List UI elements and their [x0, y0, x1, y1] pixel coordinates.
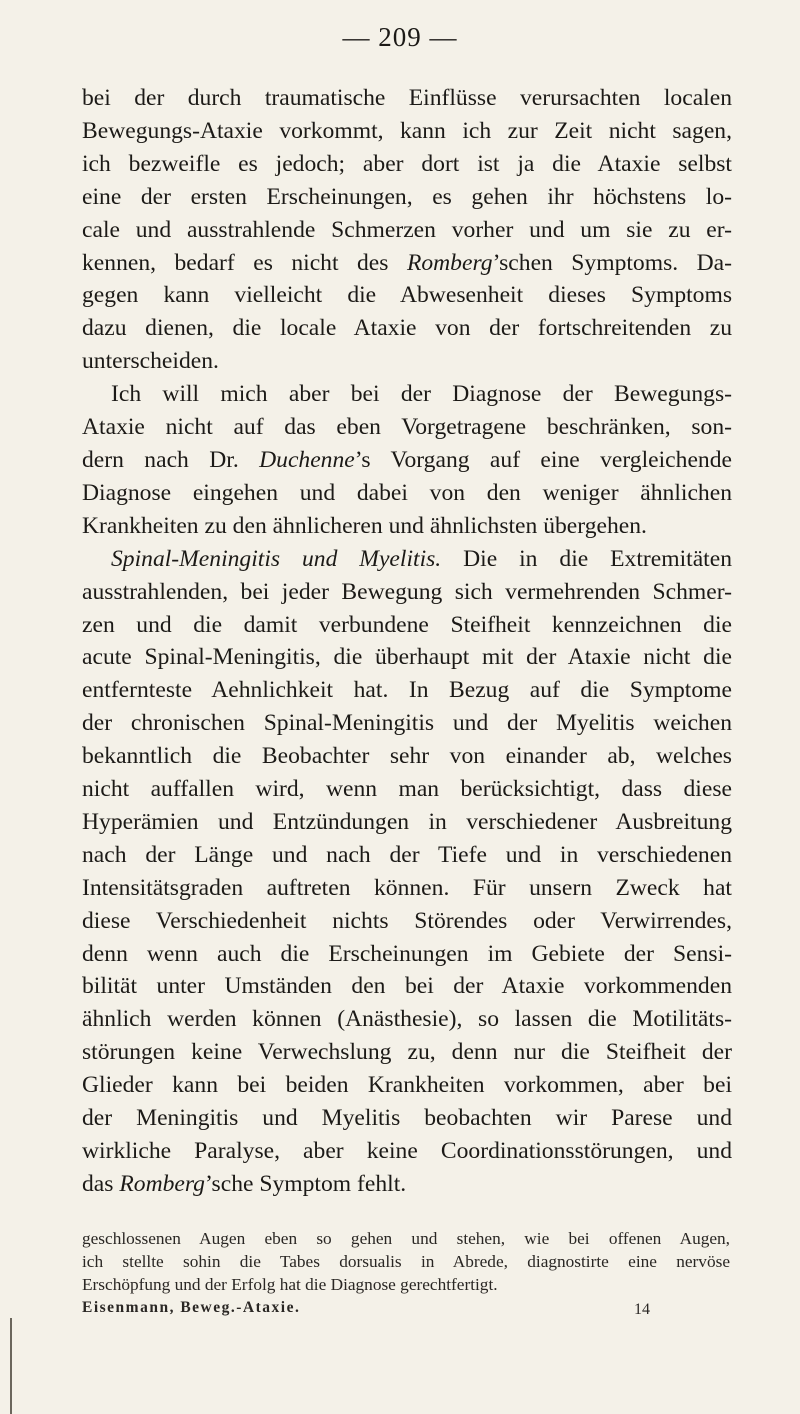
text-line: [82, 247, 732, 280]
text-line: der Meningitis und Myelitis beobachten wir Parese und: [82, 1105, 732, 1132]
text-line: Erschöpfung und der Erfolg hat die Diagnose gerechtfertigt.: [82, 1275, 498, 1294]
text-line: geschlossenen Augen eben so gehen und stehen, wie bei offenen Augen,: [82, 1229, 730, 1248]
text-line: bekanntlich die Beobachter sehr von einander ab, welches: [82, 743, 732, 770]
text-line: gegen kann vielleicht die Abwesenheit dieses Symptoms: [82, 282, 732, 309]
text-line: [82, 1168, 732, 1201]
text-line: [82, 543, 732, 576]
page-number: — 209 —: [342, 22, 458, 52]
main-text: [82, 82, 732, 1201]
text-line: Krankheiten zu den ähnlicheren und ähnlichsten übergehen.: [82, 512, 647, 539]
text-line: dazu dienen, die locale Ataxie von der fortschreitenden zu: [82, 315, 732, 342]
italic-name: Spinal-Meningitis und Myelitis.: [111, 545, 442, 572]
printer-signature: Eisenmann, Beweg.-Ataxie.: [82, 1299, 301, 1316]
text-line: Ataxie nicht auf das eben Vorgetragene beschränken, son-: [82, 414, 732, 441]
text-segment: kennen, bedarf es nicht des: [82, 249, 407, 276]
text-line: Diagnose eingehen und dabei von den weniger ähnlichen: [82, 479, 732, 506]
text-segment: das: [82, 1170, 120, 1197]
text-line: bei der durch traumatische Einflüsse verursachten localen: [82, 85, 732, 111]
signature-number: 14: [634, 1301, 650, 1318]
text-line: diese Verschiedenheit nichts Störendes oder Verwirrendes,: [82, 907, 732, 934]
text-line: der chronischen Spinal-Meningitis und der Myelitis weichen: [82, 710, 732, 737]
italic-name: Romberg: [119, 1170, 205, 1197]
text-line: Bewegungs-Ataxie vorkommt, kann ich zur Zeit nicht sagen,: [82, 117, 732, 144]
text-line: ich stellte sohin die Tabes dorsualis in Abrede, diagnostirte eine nervöse: [82, 1252, 730, 1271]
text-line: Glieder kann bei beiden Krankheiten vorkommen, aber bei: [82, 1072, 732, 1099]
text-line: Intensitätsgraden auftreten können. Für unsern Zweck hat: [82, 874, 732, 901]
text-line: bilität unter Umständen den bei der Ataxie vorkommenden: [82, 973, 732, 1000]
text-line: [82, 444, 732, 477]
text-segment: ’s Vorgang auf eine vergleichende: [354, 446, 732, 473]
text-segment: dern nach Dr.: [82, 446, 260, 473]
text-line: eine der ersten Erscheinungen, es gehen ihr höchstens lo-: [82, 183, 732, 210]
text-line: ausstrahlenden, bei jeder Bewegung sich vermehrenden Schmer-: [82, 578, 732, 605]
italic-name: Romberg: [406, 249, 493, 276]
text-segment: Die in die Extremitäten: [441, 545, 732, 572]
text-line: nach der Länge und nach der Tiefe und in verschiedenen: [82, 841, 732, 868]
footnote: [82, 1227, 730, 1319]
text-line: nicht auffallen wird, wenn man berücksichtigt, dass diese: [82, 776, 732, 803]
text-line: zen und die damit verbundene Steifheit kennzeichnen die: [82, 611, 732, 638]
text-segment: ’schen Symptoms. Da-: [492, 249, 733, 276]
binding-edge-line: [10, 1318, 12, 1414]
text-line: denn wenn auch die Erscheinungen im Gebiete der Sensi-: [82, 940, 732, 967]
text-line: ähnlich werden können (Anästhesie), so lassen die Motilitäts-: [82, 1006, 732, 1033]
italic-name: Duchenne: [259, 446, 355, 473]
text-line: störungen keine Verwechslung zu, denn nur die Steifheit der: [82, 1039, 732, 1066]
text-line: entfernteste Aehnlichkeit hat. In Bezug auf die Symptome: [82, 677, 732, 704]
text-line: unterscheiden.: [82, 348, 219, 375]
text-segment: ’sche Symptom fehlt.: [204, 1170, 407, 1197]
text-line: cale und ausstrahlende Schmerzen vorher und um sie zu er-: [82, 216, 732, 243]
text-line: acute Spinal-Meningitis, die überhaupt mit der Ataxie nicht die: [82, 644, 732, 671]
text-line: Hyperämien und Entzündungen in verschiedener Ausbreitung: [82, 808, 732, 835]
text-line: ich bezweifle es jedoch; aber dort ist ja die Ataxie selbst: [82, 150, 732, 177]
text-line: wirkliche Paralyse, aber keine Coordinationsstörungen, und: [82, 1138, 732, 1164]
text-line: Ich will mich aber bei der Diagnose der Bewegungs-: [111, 381, 732, 408]
signature-line: [82, 1296, 730, 1319]
